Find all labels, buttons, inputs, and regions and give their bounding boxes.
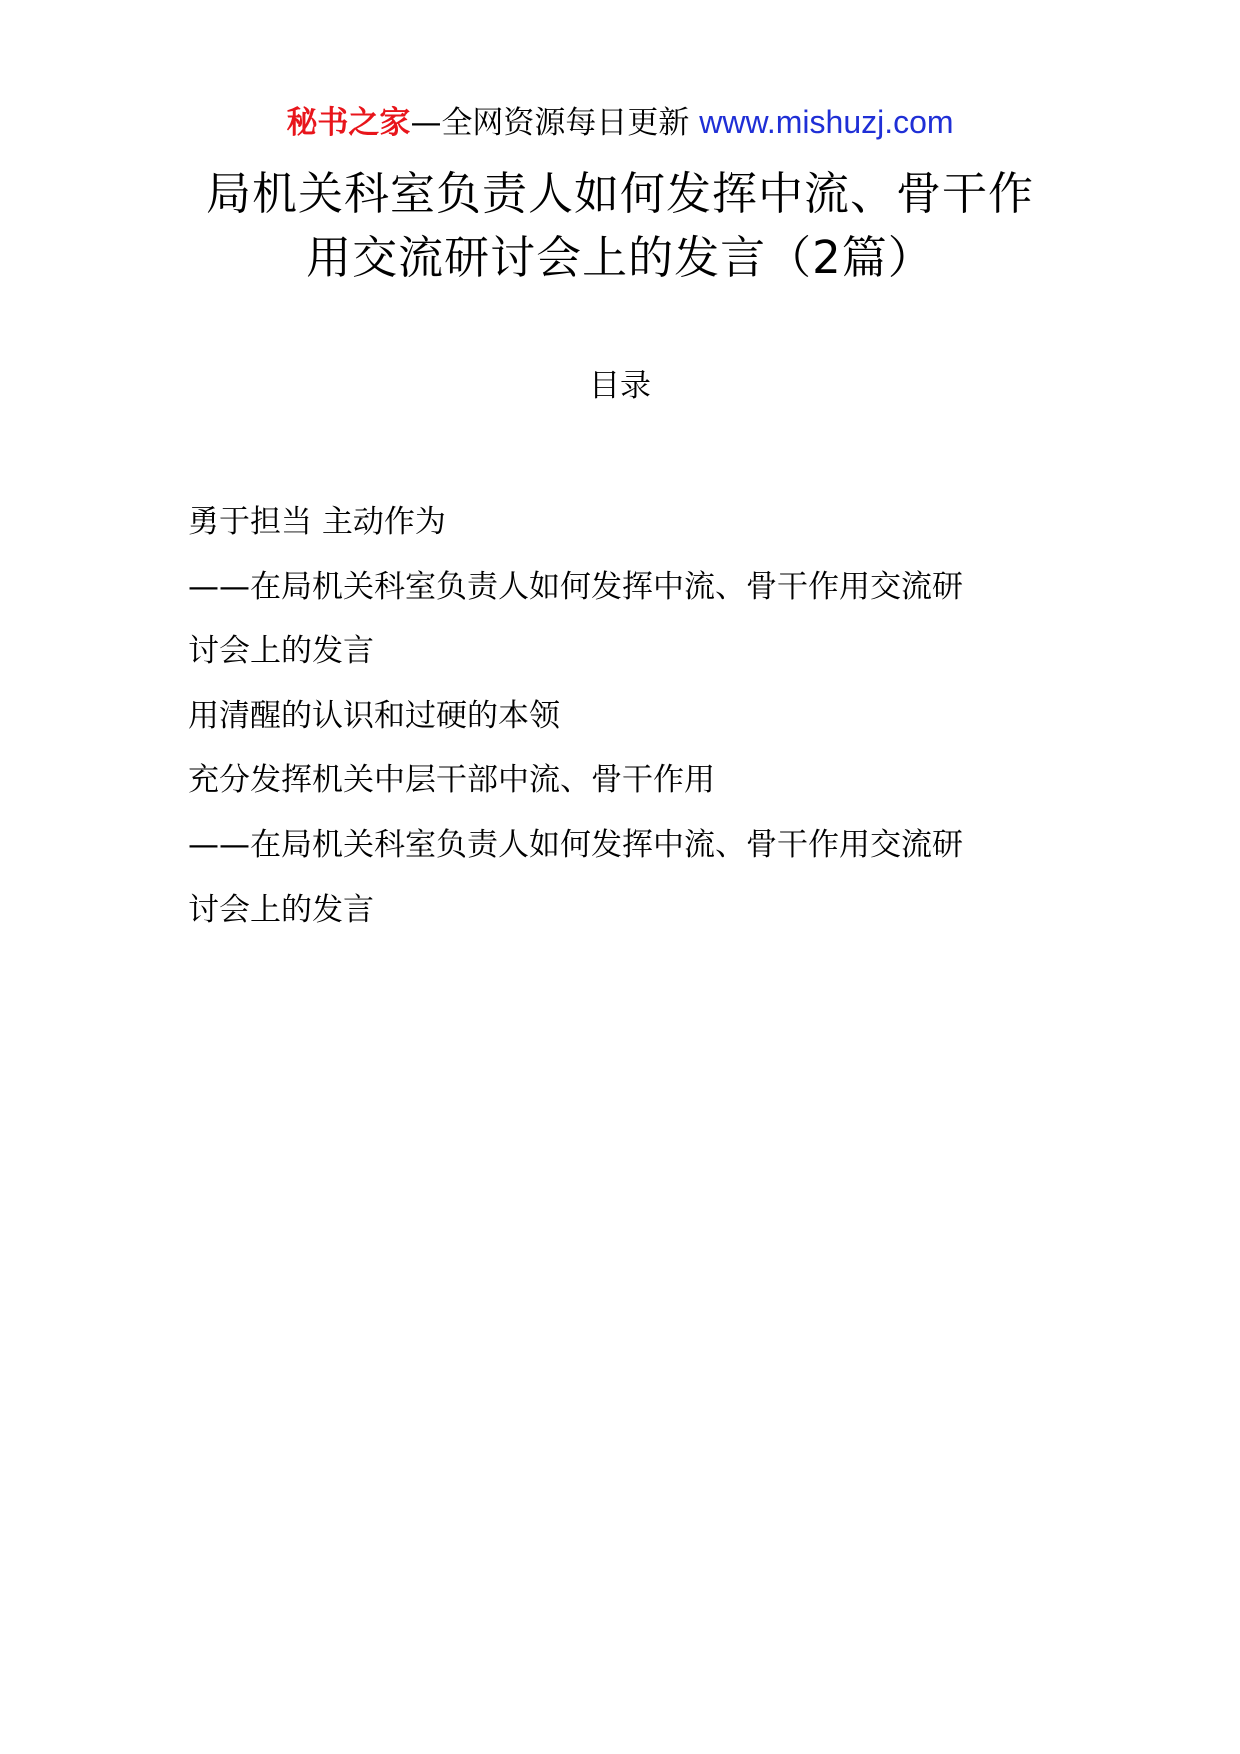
toc-entry-2-title-cont: 充分发挥机关中层干部中流、骨干作用 bbox=[188, 762, 715, 799]
toc-entry-2-subtitle-cont: 讨会上的发言 bbox=[188, 891, 374, 928]
table-of-contents bbox=[188, 490, 1068, 942]
document-title bbox=[150, 162, 1090, 290]
toc-entry-2-title: 用清醒的认识和过硬的本领 bbox=[188, 697, 560, 734]
site-header bbox=[0, 100, 1240, 145]
toc-heading: 目录 bbox=[589, 368, 651, 404]
toc-entry-1-subtitle-cont: 讨会上的发言 bbox=[188, 633, 374, 670]
toc-entry-1-subtitle: ——在局机关科室负责人如何发挥中流、骨干作用交流研 bbox=[188, 568, 963, 605]
toc-entry-1-title: 勇于担当 主动作为 bbox=[188, 504, 446, 540]
brand-name: 秘书之家 bbox=[286, 105, 411, 141]
title-line-1: 局机关科室负责人如何发挥中流、骨干作 bbox=[205, 167, 1034, 220]
site-url-link[interactable]: www.mishuzj.com bbox=[699, 104, 954, 140]
header-tagline: —全网资源每日更新 bbox=[410, 105, 690, 141]
title-line-2: 用交流研讨会上的发言（2篇） bbox=[306, 231, 934, 284]
toc-entry-2-subtitle: ——在局机关科室负责人如何发挥中流、骨干作用交流研 bbox=[188, 826, 963, 863]
